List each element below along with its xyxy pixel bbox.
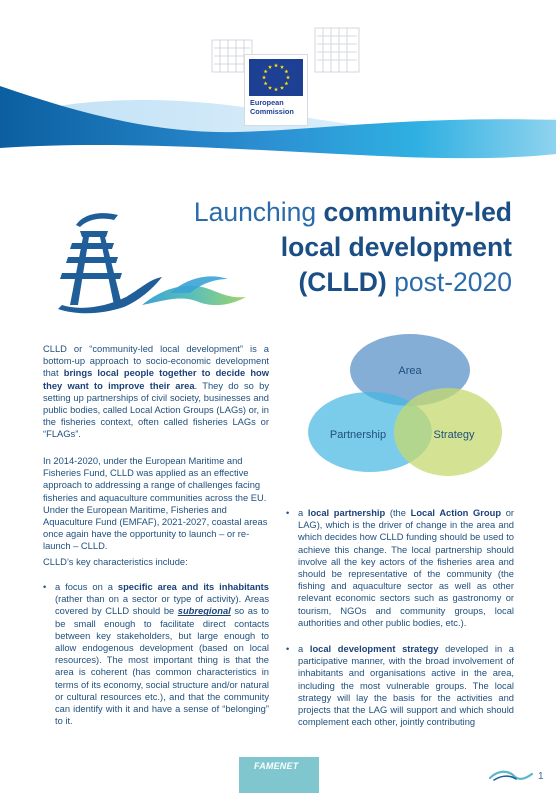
european-commission-logo[interactable] <box>244 54 308 126</box>
bullet-text: a focus on a <box>55 582 118 592</box>
bullet-item-strategy <box>286 643 514 728</box>
wave-icon <box>488 768 534 782</box>
venn-label-area: Area <box>398 365 422 377</box>
bullet-bold: local partnership <box>307 508 386 518</box>
bullet-bold: specific area and its inhabitants <box>117 582 269 592</box>
famenet-logo-text[interactable]: FAMENET <box>254 761 299 771</box>
title-bold-3: (CLLD) <box>298 267 387 297</box>
key-characteristics-intro: CLLD’s key characteristics include: <box>43 557 188 567</box>
venn-label-partnership: Partnership <box>329 429 387 441</box>
venn-label-strategy: Strategy <box>433 429 475 441</box>
eu-star-icon <box>286 75 290 79</box>
logo-text-line2: Commission <box>250 107 294 116</box>
intro-paragraph <box>43 343 269 441</box>
title-light-1: Launching <box>193 197 324 227</box>
bullet-text: (rather than on a sector or type of activity). Areas covered by CLLD should be <box>55 594 269 617</box>
eu-star-icon <box>268 65 272 69</box>
title-line-1 <box>194 195 512 230</box>
bullet-bold: Local Action Group <box>410 508 502 518</box>
bullet-text: developed in a participative manner, with the broad involvement of inhabitants and organisations active in the area, including the most vulnerable groups. The local strategy will lay the basis for the activities and projects that the LAG will support and which should complement each other, jointly contributing <box>298 644 514 728</box>
title-bold-2: local development <box>280 232 512 262</box>
eu-star-icon <box>274 63 278 67</box>
bullet-bold: local development strategy <box>309 644 439 654</box>
page-title <box>194 195 512 300</box>
intro-bold: brings local people together to decide how they want to improve their area <box>43 368 269 391</box>
intro-text: CLLD or “community-led local development” is a bottom-up approach to socio-economic development that <box>43 344 269 379</box>
intro-text-end: . They do so by setting up partnerships of civil society, businesses and public bodies, called Local Action Groups (LAGs) or, in the fisheries context, often called fisheries LAGs or “FLAGs”. <box>43 380 269 440</box>
eu-star-icon <box>268 86 272 90</box>
eu-star-icon <box>274 87 278 91</box>
logo-text-line1: European <box>250 98 284 107</box>
eu-star-icon <box>284 81 288 85</box>
eu-star-icon <box>264 81 268 85</box>
bullet-text: (the <box>385 508 411 518</box>
eu-flag-icon <box>249 59 303 96</box>
eu-star-icon <box>280 86 284 90</box>
bullet-item-partnership <box>286 507 514 629</box>
eu-star-icon <box>264 69 268 73</box>
page-number: 1 <box>538 771 544 782</box>
bullet-item-area <box>43 581 269 727</box>
venn-diagram <box>300 330 510 480</box>
period-paragraph: In 2014-2020, under the European Maritime and Fisheries Fund, CLLD was applied as an effective approach to addressing a range of challenges facing fisheries and aquaculture communities across the EU. Under the European Maritime, Fisheries and Aquaculture Fund (EMFAF), 2021-2027, coastal areas once again have the opportunity to launch – or re-launch – CLLD. <box>43 456 268 552</box>
title-light-3: post-2020 <box>386 267 512 297</box>
eu-star-icon <box>280 65 284 69</box>
bullet-text: or LAG), which is the driver of change in the area and which decides how CLLD funding should be used to achieve this change. The local partnership should involve all the key actors of the fisheries area and should be representative of the community (the fishing and aquaculture sector as well as other relevant economic sectors such as gastronomy or tourism, NGOs and community groups, local authorities and other public bodies, etc.). <box>298 508 515 628</box>
title-bold-1: community-led <box>323 197 512 227</box>
bullet-text: so as to be small enough to facilitate direct contacts between key stakeholders, but large enough to allow endogenous development (based on local resources). The most important thing is that the area is coherent (has common characteristics in terms of its economy, social structure and/or natural or cultural resources etc.), and that the community can identify with it and have a sense of “belonging” to it. <box>55 606 269 727</box>
eu-star-icon <box>262 75 266 79</box>
bullet-text: a <box>298 644 310 654</box>
bullet-text: a <box>298 508 308 518</box>
eu-star-icon <box>284 69 288 73</box>
title-line-2 <box>194 230 512 265</box>
bullet-emphasis: subregional <box>177 606 231 617</box>
title-line-3 <box>194 265 512 300</box>
